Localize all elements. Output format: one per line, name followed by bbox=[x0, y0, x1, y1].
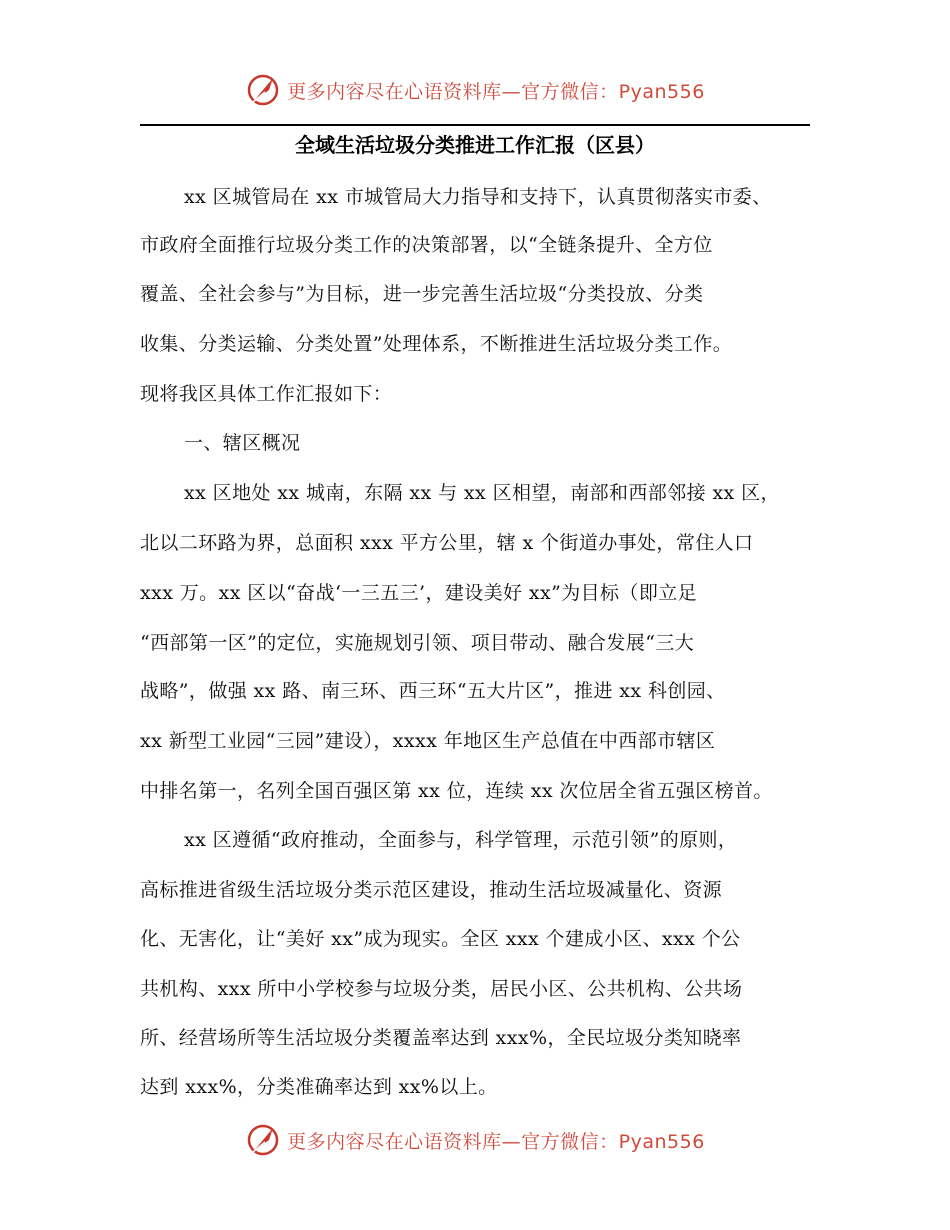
body-line: 高标推进省级生活垃圾分类示范区建设，推动生活垃圾减量化、资源 bbox=[140, 879, 723, 901]
header-banner bbox=[0, 68, 950, 112]
body-line: 达到 xxx%，分类准确率达到 xx%以上。 bbox=[140, 1076, 498, 1098]
body-line: 战略”，做强 xx 路、南三环、西三环“五大片区”，推进 xx 科创园、 bbox=[140, 680, 726, 702]
body-line: 现将我区具体工作汇报如下： bbox=[140, 383, 393, 405]
body-line: 共机构、xxx 所中小学校参与垃圾分类，居民小区、公共机构、公共场 bbox=[140, 978, 743, 1000]
body-line: 覆盖、全社会参与”为目标，进一步完善生活垃圾“分类投放、分类 bbox=[140, 283, 704, 305]
body-line: xxx 万。xx 区以“奋战‘一三五三’，建设美好 xx”为目标（即立足 bbox=[140, 582, 698, 604]
body-line: xx 新型工业园“三园”建设），xxxx 年地区生产总值在中西部市辖区 bbox=[140, 730, 716, 752]
quill-logo-icon bbox=[245, 1122, 281, 1158]
header-rule bbox=[140, 124, 810, 126]
banner-text: 更多内容尽在心语资料库—官方微信：Pyan556 bbox=[287, 80, 705, 103]
quill-logo-icon bbox=[245, 72, 281, 108]
body-line: xx 区遵循“政府推动，全面参与，科学管理，示范引领”的原则， bbox=[184, 829, 738, 851]
banner-text: 更多内容尽在心语资料库—官方微信：Pyan556 bbox=[287, 1130, 705, 1153]
document-title: 全域生活垃圾分类推进工作汇报（区县） bbox=[295, 133, 655, 157]
body-line: 化、无害化，让“美好 xx”成为现实。全区 xxx 个建成小区、xxx 个公 bbox=[140, 928, 741, 950]
body-line: 北以二环路为界，总面积 xxx 平方公里，辖 x 个街道办事处，常住人口 bbox=[140, 532, 754, 554]
body-line: 中排名第一，名列全国百强区第 xx 位，连续 xx 次位居全省五强区榜首。 bbox=[140, 780, 773, 802]
body-line: “西部第一区”的定位，实施规划引领、项目带动、融合发展“三大 bbox=[140, 632, 695, 654]
body-line: 市政府全面推行垃圾分类工作的决策部署，以“全链条提升、全方位 bbox=[140, 234, 713, 256]
footer-banner bbox=[0, 1118, 950, 1162]
body-line: 收集、分类运输、分类处置”处理体系，不断推进生活垃圾分类工作。 bbox=[140, 333, 733, 355]
body-line: xx 区城管局在 xx 市城管局大力指导和支持下，认真贯彻落实市委、 bbox=[184, 186, 772, 208]
section-heading: 一、辖区概况 bbox=[184, 432, 301, 454]
body-line: 所、经营场所等生活垃圾分类覆盖率达到 xxx%，全民垃圾分类知晓率 bbox=[140, 1027, 742, 1049]
body-line: xx 区地处 xx 城南，东隔 xx 与 xx 区相望，南部和西部邻接 xx 区， bbox=[184, 482, 780, 504]
